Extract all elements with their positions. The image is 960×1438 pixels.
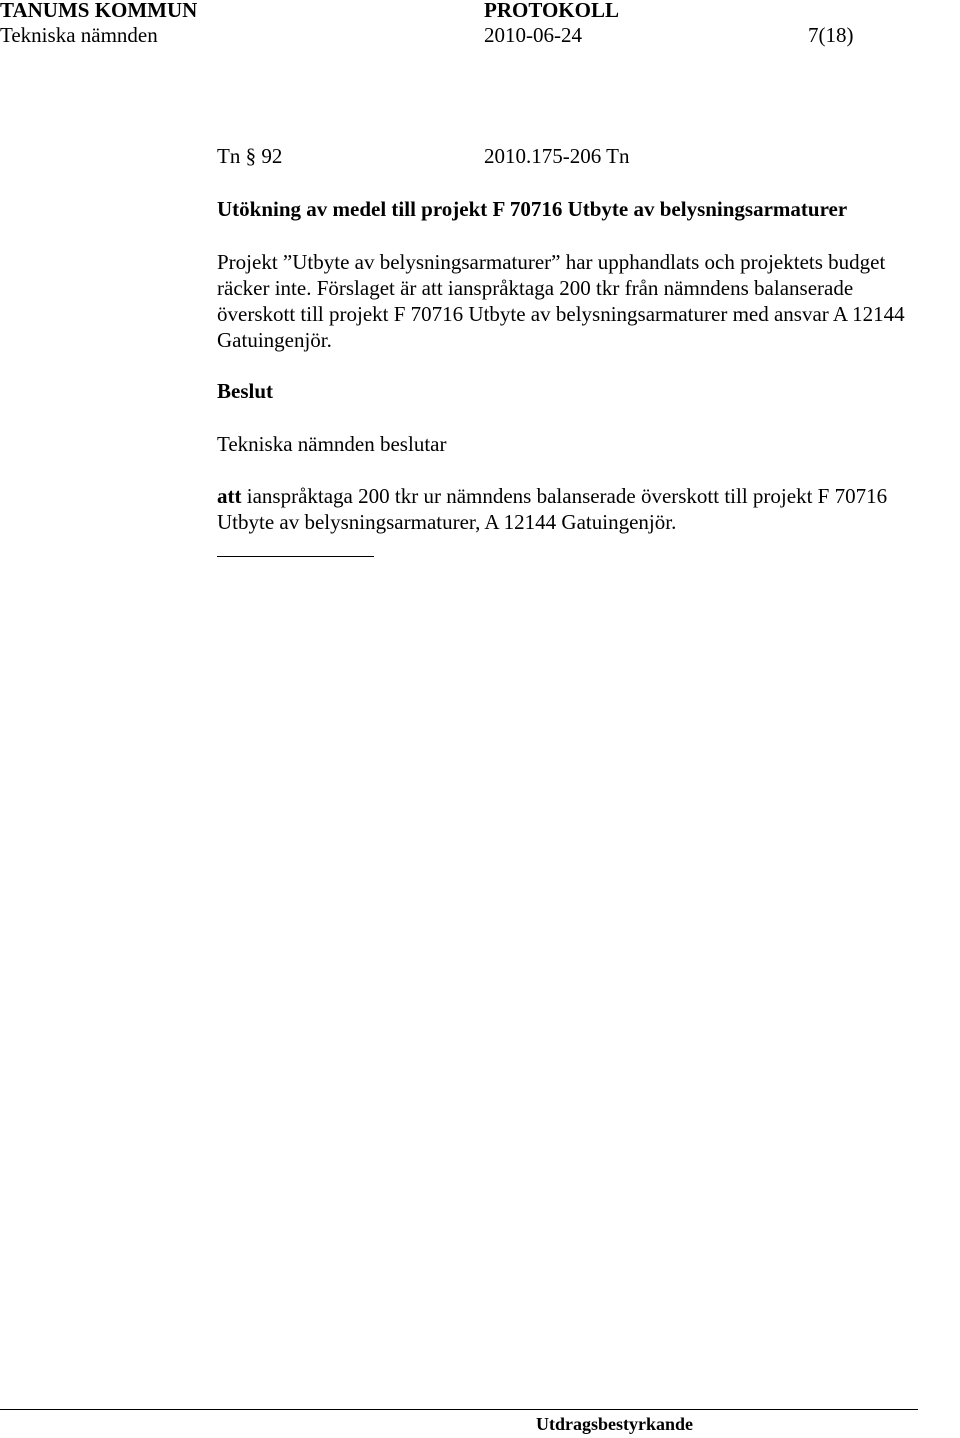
case-paragraph-number: Tn § 92 bbox=[217, 144, 283, 168]
decision-line: Utbyte av belysningsarmaturer, A 12144 Gatuingenjör. bbox=[217, 510, 677, 534]
decision-intro: Tekniska nämnden beslutar bbox=[217, 432, 447, 456]
organization-name: TANUMS KOMMUN bbox=[0, 0, 198, 22]
section-end-rule bbox=[217, 556, 374, 557]
description-line: Gatuingenjör. bbox=[217, 328, 332, 352]
decision-heading: Beslut bbox=[217, 379, 274, 403]
committee-name: Tekniska nämnden bbox=[0, 23, 158, 47]
certification-label: Utdragsbestyrkande bbox=[536, 1414, 694, 1434]
decision-keyword: att bbox=[217, 484, 242, 508]
decision-line-rest: ianspråktaga 200 tkr ur nämndens balanserade överskott till projekt F 70716 bbox=[241, 484, 888, 508]
description-line: överskott till projekt F 70716 Utbyte av belysningsarmaturer med ansvar A 12144 bbox=[217, 302, 905, 326]
description-line: Projekt ”Utbyte av belysningsarmaturer” har upphandlats och projektets budget bbox=[217, 250, 886, 274]
document-type: PROTOKOLL bbox=[484, 0, 619, 22]
description-line: räcker inte. Förslaget är att ianspråktaga 200 tkr från nämndens balanserade bbox=[217, 276, 854, 300]
case-title: Utökning av medel till projekt F 70716 Utbyte av belysningsarmaturer bbox=[217, 197, 848, 221]
decision-line bbox=[217, 483, 887, 509]
footer-rule bbox=[0, 1409, 918, 1410]
decision-text bbox=[217, 483, 887, 535]
meeting-date: 2010-06-24 bbox=[484, 23, 582, 47]
page-number: 7(18) bbox=[808, 23, 854, 47]
case-description bbox=[217, 249, 960, 353]
case-reference: 2010.175-206 Tn bbox=[484, 144, 630, 168]
